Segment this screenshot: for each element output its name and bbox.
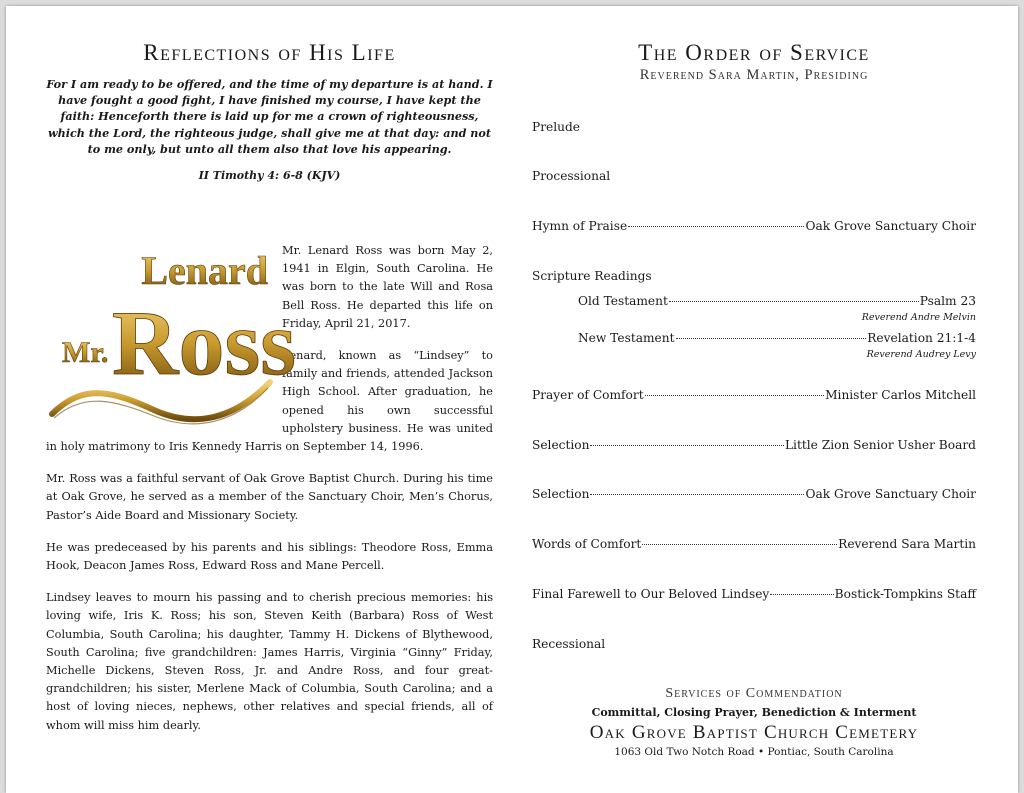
bio-paragraph-5: Lindsey leaves to mourn his passing and to cherish precious memories: his loving wife, Iris K. Ross; his son, Steven Keith (Barbara) Ross of West Columbia, South Carolina; his daughter, Tammy H. Dickens of Blythewood, South Carolina; five grandchildren: James Harris, Virginia “Ginny” Friday, Michelle Dickens, Steven Ross, Jr. and Andre Ross, and four great-grandchildren; his sister, Merlene Mack of Columbia, South Carolina; and a host of loving nieces, nephews, other relatives and special friends, all of whom will miss him dearly. [46, 591, 493, 732]
service-item: Selection Oak Grove Sanctuary Choir [532, 487, 976, 501]
service-item: Processional [532, 169, 611, 183]
reader-note: Reverend Audrey Levy [866, 349, 976, 360]
service-subitem: New Testament Revelation 21:1-4 [578, 331, 976, 345]
leader-dots [669, 301, 919, 302]
service-item: Hymn of Praise Oak Grove Sanctuary Choir [532, 219, 976, 233]
right-column [532, 40, 976, 758]
leader-dots [642, 544, 837, 545]
leader-dots [628, 226, 804, 227]
leader-dots [770, 594, 833, 595]
leader-dots [590, 445, 783, 446]
name-logo-graphic [44, 242, 297, 438]
service-item: Prelude [532, 120, 581, 134]
commendation-details: Committal, Closing Prayer, Benediction & Interment [591, 706, 917, 719]
service-item: Words of Comfort Reverend Sara Martin [532, 537, 976, 551]
name-logo [44, 242, 297, 438]
leader-dots [590, 494, 804, 495]
bio-paragraph-3: Mr. Ross was a faithful servant of Oak Grove Baptist Church. During his time at Oak Grove, he served as a member of the Sanctuary Choir, Men’s Chorus, Pastor’s Aide Board and Missionary Society. [46, 472, 493, 522]
obituary-text [46, 242, 493, 749]
bio-paragraph-1: Mr. Lenard Ross was born May 2, 1941 in Elgin, South Carolina. He was born to the late Will and Rosa Bell Ross. He departed this life on Friday, April 21, 2017. [282, 244, 493, 330]
bio-paragraph-2: Lenard, known as “Lindsey” to family and friends, attended Jackson High School. After graduation, he opened his own successful upholstery business. He was united in holy matrimony to Iris Kennedy Harris on September 14, 1996. [46, 349, 493, 454]
service-item: Recessional [532, 637, 606, 651]
service-item: Scripture Readings [532, 269, 652, 283]
service-item: Prayer of Comfort Minister Carlos Mitchell [532, 388, 976, 402]
leader-dots [645, 395, 824, 396]
bio-paragraph-4: He was predeceased by his parents and his siblings: Theodore Ross, Emma Hook, Deacon James Ross, Edward Ross and Mane Percell. [46, 540, 493, 573]
commendation-heading: Services of Commendation [665, 686, 843, 701]
scripture-verse: For I am ready to be offered, and the time of my departure is at hand. I have fought a good fight, I have finished my course, I have kept the faith: Henceforth there is laid up for me a crown of righteousness, which the Lord, the righteous judge, shall give me at that day: and not to me only, but unto all them also that love his appearing. [46, 77, 493, 156]
logo-last-name: Ross [112, 292, 297, 394]
reader-note: Reverend Andre Melvin [861, 312, 976, 323]
service-subitem: Old Testament Psalm 23 [578, 294, 976, 308]
scripture-citation: II Timothy 4: 6-8 (KJV) [198, 169, 341, 183]
cemetery-name: Oak Grove Baptist Church Cemetery [589, 722, 919, 743]
service-item: Selection Little Zion Senior Usher Board [532, 438, 976, 452]
logo-prefix: Mr. [62, 336, 109, 369]
left-column [46, 40, 493, 732]
left-title: Reflections of His Life [143, 40, 396, 65]
leader-dots [676, 338, 867, 339]
presiding-officiant: Reverend Sara Martin, Presiding [639, 67, 869, 83]
logo-first-name: Lenard [141, 248, 268, 293]
service-item: Final Farewell to Our Beloved Lindsey Bostick-Tompkins Staff [532, 587, 976, 601]
commendation-block [532, 686, 976, 758]
right-title: The Order of Service [638, 40, 870, 65]
cemetery-address: 1063 Old Two Notch Road • Pontiac, South Carolina [614, 746, 894, 758]
program-page [6, 6, 1018, 793]
